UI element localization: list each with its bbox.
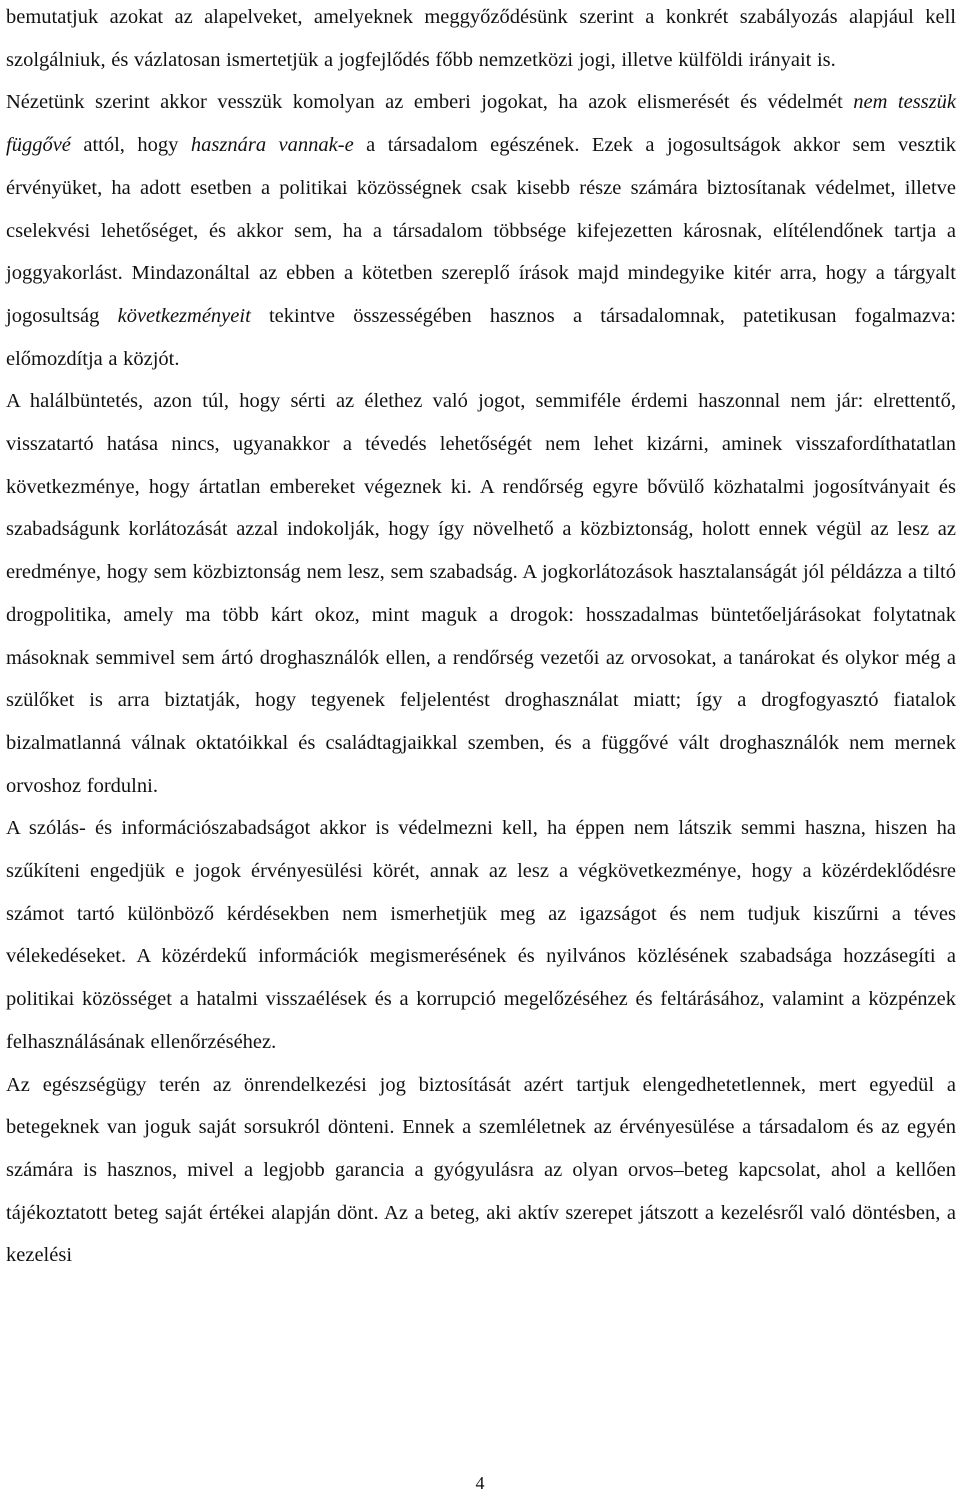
paragraph-3 — [6, 380, 956, 807]
emphasis-text: nem tesszük függővé — [6, 91, 956, 157]
paragraph-1 — [6, 0, 956, 81]
paragraph-text: A szólás- és információszabadságot akkor is védelmezni kell, ha éppen nem látszik semmi haszna, hiszen ha szűkíteni engedjük e jogok érvényesülési körét, annak az lesz a végkövetkezménye, hogy a közérdeklődésre számot tartó különböző kérdésekben nem ismerhetjük meg az igazságot és nem tudjuk kiszűrni a téves vélekedéseket. A közérdekű információk megismerésének és nyilvános közlésének szabadsága hozzásegíti a politikai közösséget a hatalmi visszaélések és a korrupció megelőzéséhez és feltárásához, valamint a közpénzek felhasználásának ellenőrzéséhez. — [6, 817, 956, 1053]
paragraph-text: tekintve összességében hasznos a társadalomnak, patetikusan fogalmazva: előmozdítja a közjót. — [6, 304, 956, 370]
emphasis-text: következményeit — [117, 304, 251, 327]
paragraph-2 — [6, 81, 956, 380]
emphasis-text: hasznára vannak-e — [190, 134, 354, 157]
paragraph-text: bemutatjuk azokat az alapelveket, amelyeknek meggyőződésünk szerint a konkrét szabályozás alapjául kell szolgálniuk, és vázlatosan ismertetjük a jogfejlődés főbb nemzetközi jogi, illetve külföldi irányait is. — [6, 6, 956, 71]
page-number: 4 — [475, 1473, 485, 1493]
paragraph-4 — [6, 807, 956, 1063]
paragraph-5 — [6, 1064, 956, 1278]
document-page — [6, 0, 956, 1277]
paragraph-text: a társadalom egészének. Ezek a jogosultságok akkor sem vesztik érvényüket, ha adott esetben a politikai közösségnek csak kisebb része számára biztosítanak védelmet, illetve cselekvési lehetőséget, és akkor sem, ha a társadalom többsége kifejezetten károsnak, elítélendőnek tartja a joggyakorlást. Mindazonáltal az ebben a kötetben szereplő írások majd mindegyike kitér arra, hogy a tárgyalt jogosultság — [6, 134, 957, 327]
paragraph-text: Nézetünk szerint akkor vesszük komolyan az emberi jogokat, ha azok elismerését és védelmét — [6, 91, 854, 114]
paragraph-text: A halálbüntetés, azon túl, hogy sérti az élethez való jogot, semmiféle érdemi haszonnal nem jár: elrettentő, visszatartó hatása nincs, ugyanakkor a tévedés lehetőségét nem lehet kizárni, aminek visszafordíthatatlan következménye, hogy ártatlan embereket végeznek ki. A rendőrség egyre bővülő közhatalmi jogosítványait és szabadságunk korlátozását azzal indokolják, hogy így növelhető a közbiztonság, holott ennek végül az lesz az eredménye, hogy sem közbiztonság nem lesz, sem szabadság. A jogkorlátozások hasztalanságát jól példázza a tiltó drogpolitika, amely ma több kárt okoz, mint maguk a drogok: hosszadalmas büntetőeljárásokat folytatnak másoknak semmivel sem ártó droghasználók ellen, a rendőrség vezetői az orvosokat, a tanárokat és olykor még a szülőket is arra biztatják, hogy tegyenek feljelentést droghasználat miatt; így a drogfogyasztó fiatalok bizalmatlanná válnak oktatóikkal és családtagjaikkal szemben, és a függővé vált droghasználók nem mernek orvoshoz fordulni. — [6, 390, 956, 797]
paragraph-text: Az egészségügy terén az önrendelkezési jog biztosítását azért tartjuk elengedhetetlennek, mert egyedül a betegeknek van joguk saját sorsukról dönteni. Ennek a szemléletnek az érvényesülése a társadalom és az egyén számára is hasznos, mivel a legjobb garancia a gyógyulásra az olyan orvos–beteg kapcsolat, ahol a kellően tájékoztatott beteg saját értékei alapján dönt. Az a beteg, aki aktív szerepet játszott a kezelésről való döntésben, a kezelési — [6, 1073, 956, 1267]
paragraph-text: attól, hogy — [70, 134, 191, 157]
